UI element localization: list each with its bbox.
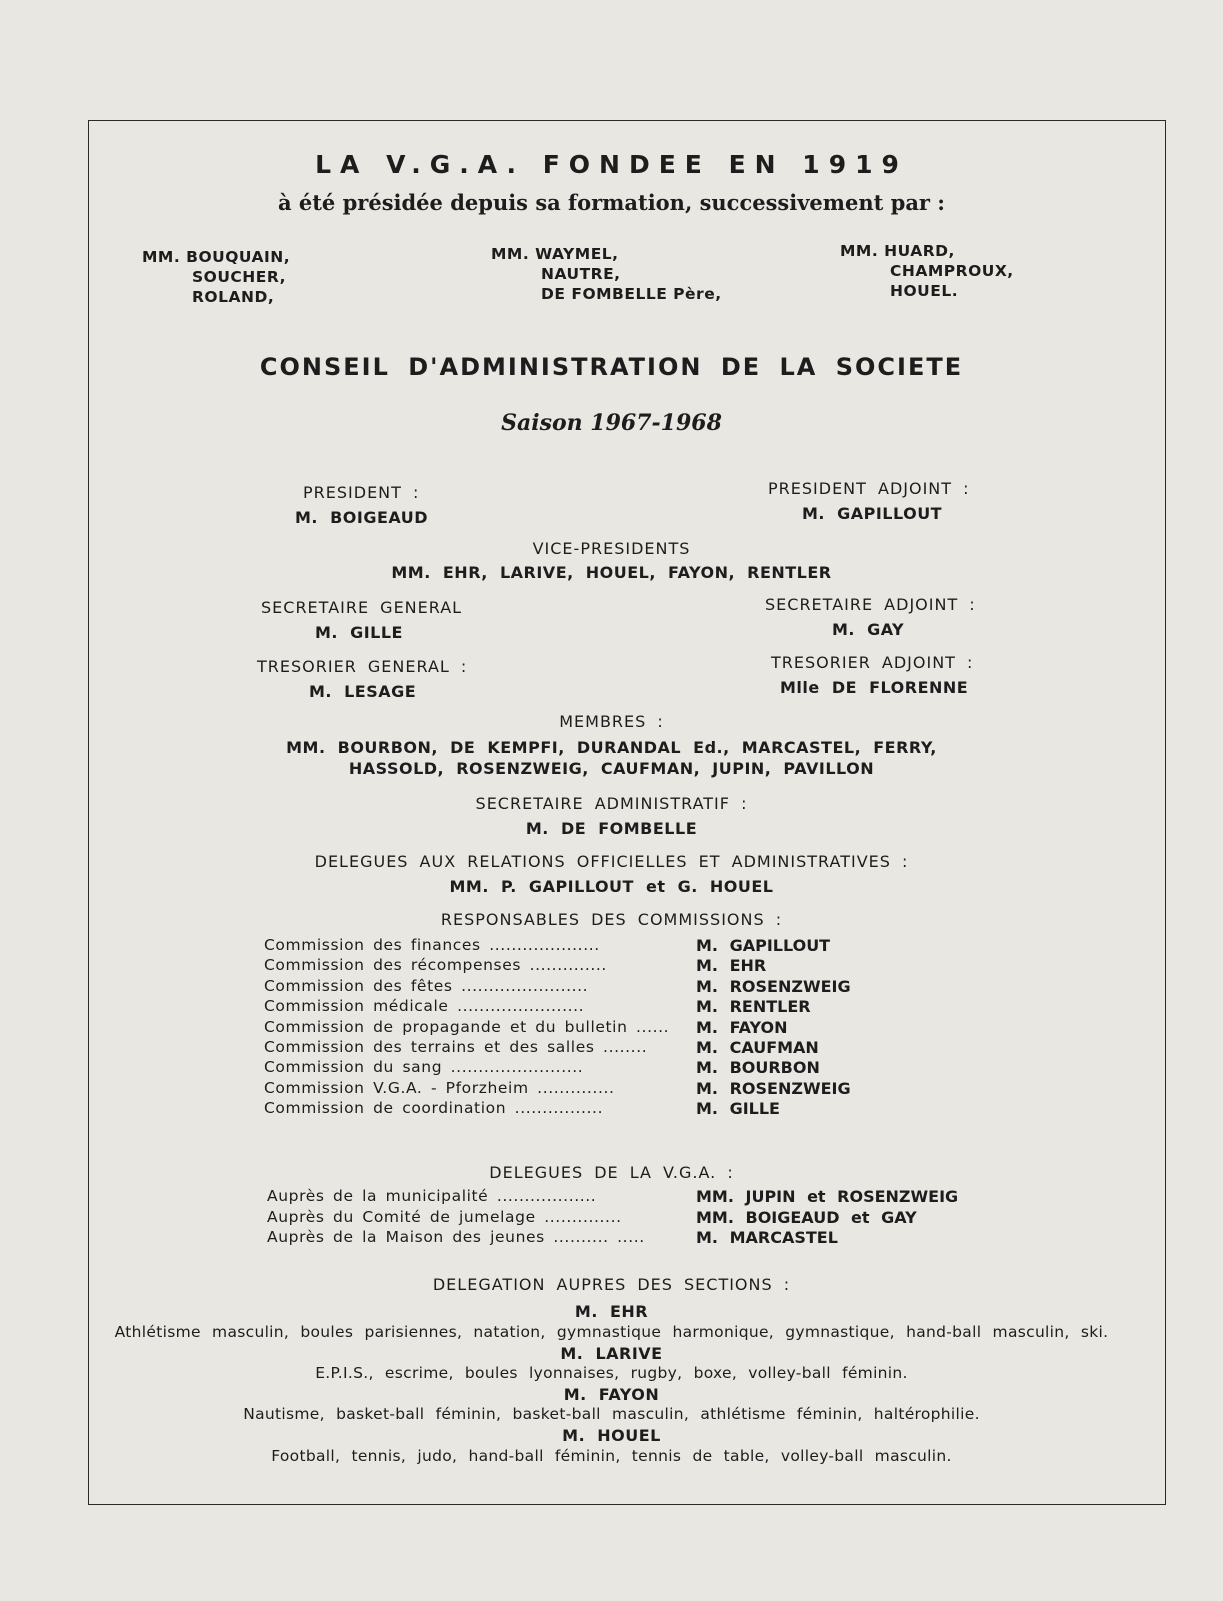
delegue-place: Auprès de la Maison des jeunes .......... ..... bbox=[267, 1228, 645, 1246]
delegation-sections: Nautisme, basket-ball féminin, basket-ball masculin, athlétisme féminin, haltérophilie. bbox=[243, 1405, 980, 1423]
tresorier-general-name: M. LESAGE bbox=[309, 682, 417, 701]
commission-name: Commission médicale ....................... bbox=[264, 997, 585, 1016]
commission-name: Commission du sang ........................ bbox=[264, 1058, 584, 1077]
commission-name: Commission de coordination ................ bbox=[264, 1099, 604, 1118]
delegues-officiels-names: MM. P. GAPILLOUT et G. HOUEL bbox=[449, 877, 774, 896]
former-president: MM. WAYMEL, bbox=[491, 245, 619, 263]
president-name: M. BOIGEAUD bbox=[295, 508, 429, 527]
table-row bbox=[264, 1099, 964, 1119]
commission-responsable: M. CAUFMAN bbox=[696, 1037, 819, 1057]
membres-line-2: HASSOLD, ROSENZWEIG, CAUFMAN, JUPIN, PAVILLON bbox=[348, 759, 875, 778]
table-row bbox=[264, 1058, 964, 1078]
delegues-officiels-label: DELEGUES AUX RELATIONS OFFICIELLES ET ADMINISTRATIVES : bbox=[314, 852, 909, 871]
commission-name: Commission des fêtes ....................... bbox=[264, 976, 589, 995]
secretaire-general-name: M. GILLE bbox=[315, 623, 403, 642]
former-presidents-col-3 bbox=[840, 241, 1014, 301]
former-president: SOUCHER, bbox=[192, 268, 286, 286]
former-president: MM. BOUQUAIN, bbox=[142, 248, 291, 266]
delegue-place: Auprès du Comité de jumelage .............. bbox=[267, 1207, 622, 1226]
secretaire-admin-name: M. DE FOMBELLE bbox=[525, 819, 698, 838]
commission-name: Commission de propagande et du bulletin ...... bbox=[264, 1017, 670, 1036]
former-president: DE FOMBELLE Père, bbox=[541, 285, 722, 303]
table-row bbox=[267, 1187, 967, 1208]
table-row bbox=[264, 977, 964, 997]
table-row bbox=[267, 1208, 967, 1229]
delegues-vga-table bbox=[267, 1187, 967, 1249]
former-president: ROLAND, bbox=[192, 288, 275, 306]
former-president: HOUEL. bbox=[890, 282, 959, 300]
delegation-sections: E.P.I.S., escrime, boules lyonnaises, rugby, boxe, volley-ball féminin. bbox=[315, 1364, 908, 1382]
commission-responsable: M. ROSENZWEIG bbox=[696, 1078, 851, 1098]
commission-responsable: M. FAYON bbox=[696, 1017, 788, 1037]
table-row bbox=[264, 1038, 964, 1058]
table-row bbox=[264, 1079, 964, 1099]
secretaire-general-label: SECRETAIRE GENERAL bbox=[261, 598, 463, 617]
delegation-sections: Football, tennis, judo, hand-ball féminin, tennis de table, volley-ball masculin. bbox=[271, 1447, 952, 1465]
season-label: Saison 1967-1968 bbox=[501, 410, 722, 436]
vice-presidents-label: VICE-PRESIDENTS bbox=[532, 539, 691, 558]
membres-label-text: MEMBRES : bbox=[559, 712, 664, 731]
commissions-label: RESPONSABLES DES COMMISSIONS : bbox=[440, 910, 783, 929]
former-presidents-col-2 bbox=[491, 244, 722, 304]
commission-name: Commission des récompenses .............. bbox=[264, 956, 607, 975]
delegue-names: MM. BOIGEAUD et GAY bbox=[696, 1207, 917, 1227]
former-presidents-col-1 bbox=[142, 247, 290, 307]
former-president: NAUTRE, bbox=[541, 265, 621, 283]
tresorier-adjoint-label: TRESORIER ADJOINT : bbox=[771, 653, 974, 672]
commission-responsable: M. GAPILLOUT bbox=[696, 936, 831, 955]
table-row bbox=[267, 1228, 967, 1249]
commission-name: Commission V.G.A. - Pforzheim .............. bbox=[264, 1078, 615, 1097]
page-title: LA V.G.A. FONDEE EN 1919 bbox=[315, 150, 908, 179]
president-label: PRESIDENT : bbox=[303, 483, 420, 502]
commission-name: Commission des terrains et des salles ........ bbox=[264, 1037, 648, 1056]
commission-responsable: M. BOURBON bbox=[696, 1058, 820, 1078]
council-heading: CONSEIL D'ADMINISTRATION DE LA SOCIETE bbox=[259, 353, 964, 381]
commission-responsable: M. EHR bbox=[696, 956, 767, 976]
table-row bbox=[264, 956, 964, 976]
former-president: CHAMPROUX, bbox=[890, 262, 1014, 280]
delegue-names: MM. JUPIN et ROSENZWEIG bbox=[696, 1187, 959, 1206]
commissions-table bbox=[264, 936, 964, 1120]
vice-presidents-names: MM. EHR, LARIVE, HOUEL, FAYON, RENTLER bbox=[391, 563, 832, 582]
tresorier-adjoint-name: Mlle DE FLORENNE bbox=[780, 678, 969, 697]
tresorier-general-label: TRESORIER GENERAL : bbox=[257, 657, 468, 676]
secretaire-adjoint-name: M. GAY bbox=[832, 620, 905, 639]
president-adjoint-name: M. GAPILLOUT bbox=[802, 504, 943, 523]
secretaire-admin-label: SECRETAIRE ADMINISTRATIF : bbox=[475, 794, 748, 813]
delegation-name: M. LARIVE bbox=[560, 1344, 663, 1363]
page-subtitle: à été présidée depuis sa formation, successivement par : bbox=[277, 190, 946, 215]
delegues-vga-label: DELEGUES DE LA V.G.A. : bbox=[489, 1163, 734, 1182]
delegation-label: DELEGATION AUPRES DES SECTIONS : bbox=[432, 1275, 791, 1294]
membres-line-1: MM. BOURBON, DE KEMPFI, DURANDAL Ed., MARCASTEL, FERRY, bbox=[286, 738, 937, 757]
table-row bbox=[264, 1018, 964, 1038]
commission-responsable: M. GILLE bbox=[696, 1099, 780, 1119]
delegue-names: M. MARCASTEL bbox=[696, 1228, 838, 1247]
table-row bbox=[264, 936, 964, 956]
table-row bbox=[264, 997, 964, 1017]
commission-name: Commission des finances .................... bbox=[264, 936, 600, 954]
delegation-sections: Athlétisme masculin, boules parisiennes, natation, gymnastique harmonique, gymnastique, hand-ball masculin, ski. bbox=[114, 1323, 1109, 1341]
delegation-name: M. FAYON bbox=[563, 1385, 660, 1404]
former-president: MM. HUARD, bbox=[840, 242, 955, 260]
secretaire-adjoint-label: SECRETAIRE ADJOINT : bbox=[765, 595, 976, 614]
president-adjoint-label: PRESIDENT ADJOINT : bbox=[768, 479, 970, 498]
commission-responsable: M. RENTLER bbox=[696, 997, 811, 1017]
delegation-name: M. HOUEL bbox=[562, 1426, 661, 1445]
delegue-place: Auprès de la municipalité .................. bbox=[267, 1187, 597, 1205]
commission-responsable: M. ROSENZWEIG bbox=[696, 976, 851, 996]
delegation-name: M. EHR bbox=[574, 1302, 649, 1321]
